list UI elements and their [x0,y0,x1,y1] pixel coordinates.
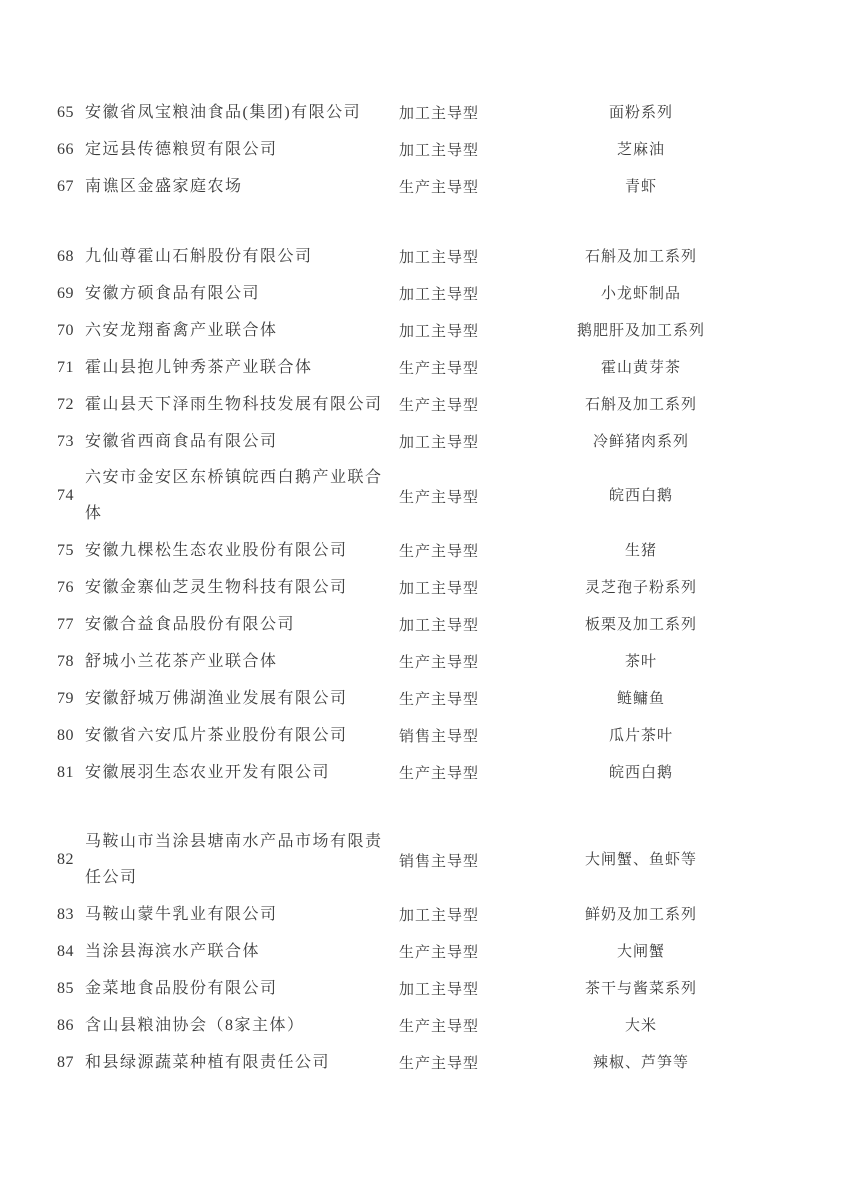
company-name: 九仙尊霍山石斛股份有限公司 [85,247,313,265]
table-row [57,423,795,460]
main-product: 冷鲜猪肉系列 [592,433,689,450]
row-number: 83 [57,905,74,923]
dominant-type: 加工主导型 [399,106,480,122]
table-row [57,1007,795,1044]
dominant-type: 生产主导型 [399,489,480,506]
table-row [57,275,795,312]
row-number: 82 [57,851,74,868]
main-product: 霍山黄芽茶 [600,359,681,376]
row-number: 84 [57,942,74,960]
company-name: 安徽省西商食品有限公司 [85,432,278,450]
table-row [57,824,795,896]
row-number: 86 [57,1016,74,1034]
main-product: 大闸蟹 [616,943,665,960]
company-name: 南谯区金盛家庭农场 [85,177,243,195]
table-row [57,349,795,386]
company-name: 马鞍山市当涂县塘南水产品市场有限责任公司 [85,833,383,886]
main-product: 板栗及加工系列 [584,616,697,633]
row-number: 66 [57,140,74,158]
company-name: 定远县传德粮贸有限公司 [85,140,278,158]
dominant-type: 生产主导型 [399,692,480,708]
company-name: 含山县粮油协会（8家主体） [85,1016,305,1034]
row-number: 67 [57,177,74,195]
row-number: 73 [57,432,74,450]
company-name: 安徽金寨仙芝灵生物科技有限公司 [85,578,348,596]
table-row [57,94,795,131]
dominant-type: 加工主导型 [399,143,480,159]
table-row [57,1044,795,1081]
company-name: 霍山县天下泽雨生物科技发展有限公司 [85,395,383,413]
table-row [57,168,795,205]
table-row [57,238,795,275]
company-name: 六安龙翔畜禽产业联合体 [85,321,278,339]
main-product: 芝麻油 [616,141,665,158]
table-row [57,896,795,933]
main-product: 鹅肥肝及加工系列 [576,322,705,339]
table-row [57,569,795,606]
main-product: 生猪 [624,542,657,559]
dominant-type: 加工主导型 [399,435,480,451]
main-product: 大米 [624,1017,657,1034]
main-product: 鲜奶及加工系列 [584,906,697,923]
dominant-type: 销售主导型 [399,729,480,745]
company-name: 马鞍山蒙牛乳业有限公司 [85,905,278,923]
row-number: 68 [57,247,74,265]
company-name: 当涂县海滨水产联合体 [85,942,261,960]
row-number: 65 [57,103,74,121]
dominant-type: 生产主导型 [399,1056,480,1072]
dominant-type: 生产主导型 [399,1019,480,1035]
row-number: 69 [57,284,74,302]
dominant-type: 生产主导型 [399,398,480,414]
dominant-type: 销售主导型 [399,853,480,870]
table-row [57,680,795,717]
table-row [57,643,795,680]
row-number: 74 [57,487,74,504]
dominant-type: 生产主导型 [399,945,480,961]
main-product: 茶干与酱菜系列 [584,980,697,997]
row-number: 79 [57,689,74,707]
table-row [57,386,795,423]
company-name: 和县绿源蔬菜种植有限责任公司 [85,1053,331,1071]
main-product: 茶叶 [624,653,657,670]
company-name: 安徽合益食品股份有限公司 [85,615,296,633]
row-number: 87 [57,1053,74,1071]
dominant-type: 加工主导型 [399,581,480,597]
table-row [57,606,795,643]
table-group [57,238,795,791]
company-name: 安徽展羽生态农业开发有限公司 [85,763,331,781]
main-product: 石斛及加工系列 [584,248,697,265]
company-name: 安徽九棵松生态农业股份有限公司 [85,541,348,559]
main-product: 小龙虾制品 [600,285,681,302]
dominant-type: 生产主导型 [399,544,480,560]
row-number: 75 [57,541,74,559]
table-row [57,717,795,754]
company-name: 安徽省凤宝粮油食品(集团)有限公司 [85,103,362,121]
dominant-type: 加工主导型 [399,287,480,303]
dominant-type: 生产主导型 [399,655,480,671]
main-product: 青虾 [624,178,657,195]
row-number: 85 [57,979,74,997]
row-number: 77 [57,615,74,633]
company-table [57,94,795,1081]
main-product: 大闸蟹、鱼虾等 [584,852,697,868]
table-group [57,94,795,205]
dominant-type: 加工主导型 [399,618,480,634]
dominant-type: 生产主导型 [399,361,480,377]
main-product: 辣椒、芦笋等 [592,1054,689,1071]
table-row [57,131,795,168]
row-number: 80 [57,726,74,744]
dominant-type: 生产主导型 [399,766,480,782]
row-number: 71 [57,358,74,376]
row-number: 72 [57,395,74,413]
main-product: 面粉系列 [608,104,673,121]
table-row [57,754,795,791]
company-name: 六安市金安区东桥镇皖西白鹅产业联合体 [85,469,383,522]
row-number: 78 [57,652,74,670]
row-number: 81 [57,763,74,781]
main-product: 鲢鳙鱼 [616,690,665,707]
row-number: 76 [57,578,74,596]
company-name: 安徽方硕食品有限公司 [85,284,261,302]
company-name: 安徽省六安瓜片茶业股份有限公司 [85,726,348,744]
main-product: 皖西白鹅 [608,764,673,781]
company-name: 舒城小兰花茶产业联合体 [85,652,278,670]
company-name: 金菜地食品股份有限公司 [85,979,278,997]
dominant-type: 加工主导型 [399,250,480,266]
table-row [57,460,795,532]
main-product: 灵芝孢子粉系列 [584,579,697,596]
row-number: 70 [57,321,74,339]
main-product: 瓜片茶叶 [608,727,673,744]
table-row [57,532,795,569]
dominant-type: 加工主导型 [399,908,480,924]
main-product: 石斛及加工系列 [584,396,697,413]
table-row [57,312,795,349]
table-row [57,970,795,1007]
table-group [57,824,795,1081]
dominant-type: 生产主导型 [399,180,480,196]
dominant-type: 加工主导型 [399,324,480,340]
main-product: 皖西白鹅 [608,488,673,504]
company-name: 霍山县抱儿钟秀茶产业联合体 [85,358,313,376]
table-row [57,933,795,970]
company-name: 安徽舒城万佛湖渔业发展有限公司 [85,689,348,707]
dominant-type: 加工主导型 [399,982,480,998]
